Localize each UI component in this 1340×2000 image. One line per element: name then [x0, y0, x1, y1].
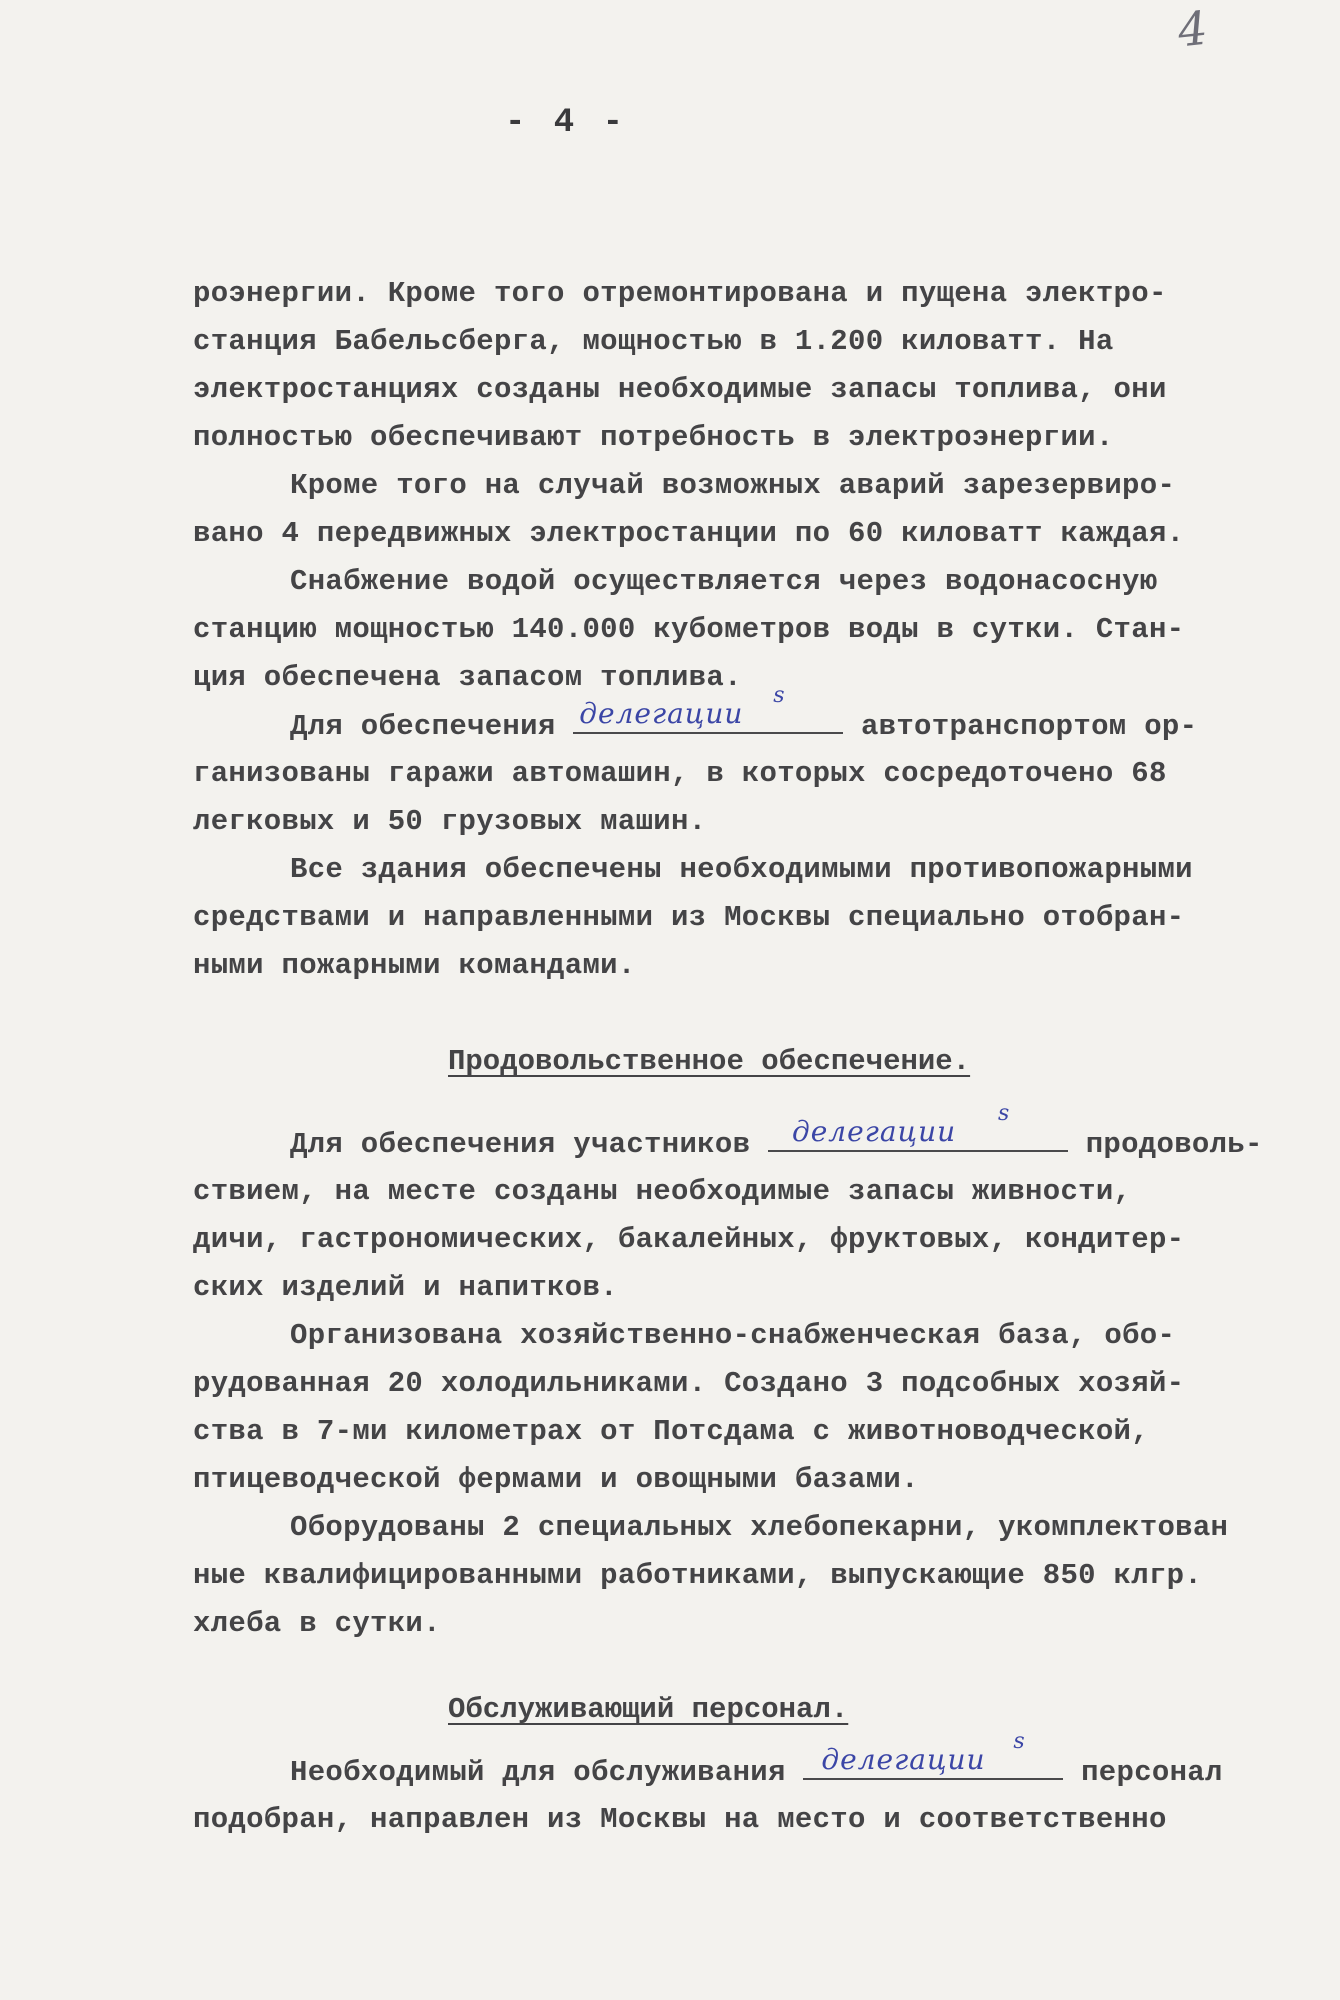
handwritten-correction-mark: s	[773, 683, 785, 708]
text-line: Оборудованы 2 специальных хлебопекарни, укомплектован	[290, 1511, 1229, 1544]
text-line: ганизованы гаражи автомашин, в которых сосредоточено 68	[193, 757, 1167, 790]
text-line: ства в 7-ми километрах от Потсдама с животноводческой,	[193, 1415, 1149, 1448]
page-number: - 4 -	[505, 104, 628, 142]
line-text: Для обеспечения	[290, 710, 556, 743]
text-line: ствием, на месте созданы необходимые запасы живности,	[193, 1175, 1132, 1208]
text-line-with-insert	[290, 1729, 1223, 1793]
text-line: ция обеспечена запасом топлива.	[193, 661, 742, 694]
text-line: полностью обеспечивают потребность в электроэнергии.	[193, 421, 1114, 454]
text-line: вано 4 передвижных электростанции по 60 киловатт каждая.	[193, 517, 1185, 550]
text-line: птицеводческой фермами и овощными базами.	[193, 1463, 919, 1496]
text-line-with-insert	[290, 1101, 1263, 1165]
text-line: ских изделий и напитков.	[193, 1271, 618, 1304]
handwritten-correction-mark: s	[1013, 1729, 1025, 1754]
text-line-with-insert	[290, 683, 1198, 747]
handwritten-correction-mark: s	[997, 1101, 1010, 1126]
text-line: станцию мощностью 140.000 кубометров воды в сутки. Стан-	[193, 613, 1185, 646]
text-line: хлеба в сутки.	[193, 1607, 441, 1640]
text-line: электростанциях созданы необходимые запасы топлива, они	[193, 373, 1167, 406]
fill-in-blank	[768, 1101, 1068, 1152]
line-text: автотранспортом ор-	[860, 710, 1198, 743]
text-line: роэнергии. Кроме того отремонтирована и пущена электро-	[193, 277, 1167, 310]
text-line: ные квалифицированными работниками, выпускающие 850 клгр.	[193, 1559, 1203, 1592]
text-line: станция Бабельсберга, мощностью в 1.200 киловатт. На	[193, 325, 1114, 358]
text-line: легковых и 50 грузовых машин.	[193, 805, 707, 838]
line-text: продоволь-	[1085, 1128, 1263, 1161]
line-text: Для обеспечения участников	[290, 1128, 751, 1161]
section-heading: Продовольственное обеспечение.	[448, 1045, 971, 1078]
line-text: Необходимый для обслуживания	[290, 1756, 786, 1789]
line-text: персонал	[1081, 1756, 1223, 1789]
text-line: дичи, гастрономических, бакалейных, фруктовых, кондитер-	[193, 1223, 1185, 1256]
handwritten-insert: делегации	[791, 1115, 957, 1148]
handwritten-insert: делегации	[579, 697, 744, 730]
text-line: Все здания обеспечены необходимыми противопожарными	[290, 853, 1193, 886]
text-line: Кроме того на случай возможных аварий зарезервиро-	[290, 469, 1176, 502]
handwritten-insert: делегации	[821, 1743, 986, 1776]
text-line: ными пожарными командами.	[193, 949, 636, 982]
fill-in-blank	[573, 683, 843, 734]
handwritten-page-mark: 4	[1175, 0, 1211, 58]
section-heading: Обслуживающий персонал.	[448, 1693, 849, 1726]
text-line: рудованная 20 холодильниками. Создано 3 подсобных хозяй-	[193, 1367, 1185, 1400]
text-line: Организована хозяйственно-снабженческая база, обо-	[290, 1319, 1176, 1352]
text-line: средствами и направленными из Москвы специально отобран-	[193, 901, 1185, 934]
fill-in-blank	[803, 1729, 1063, 1780]
text-line: подобран, направлен из Москвы на место и соответственно	[193, 1803, 1167, 1836]
text-line: Снабжение водой осуществляется через водонасосную	[290, 565, 1158, 598]
